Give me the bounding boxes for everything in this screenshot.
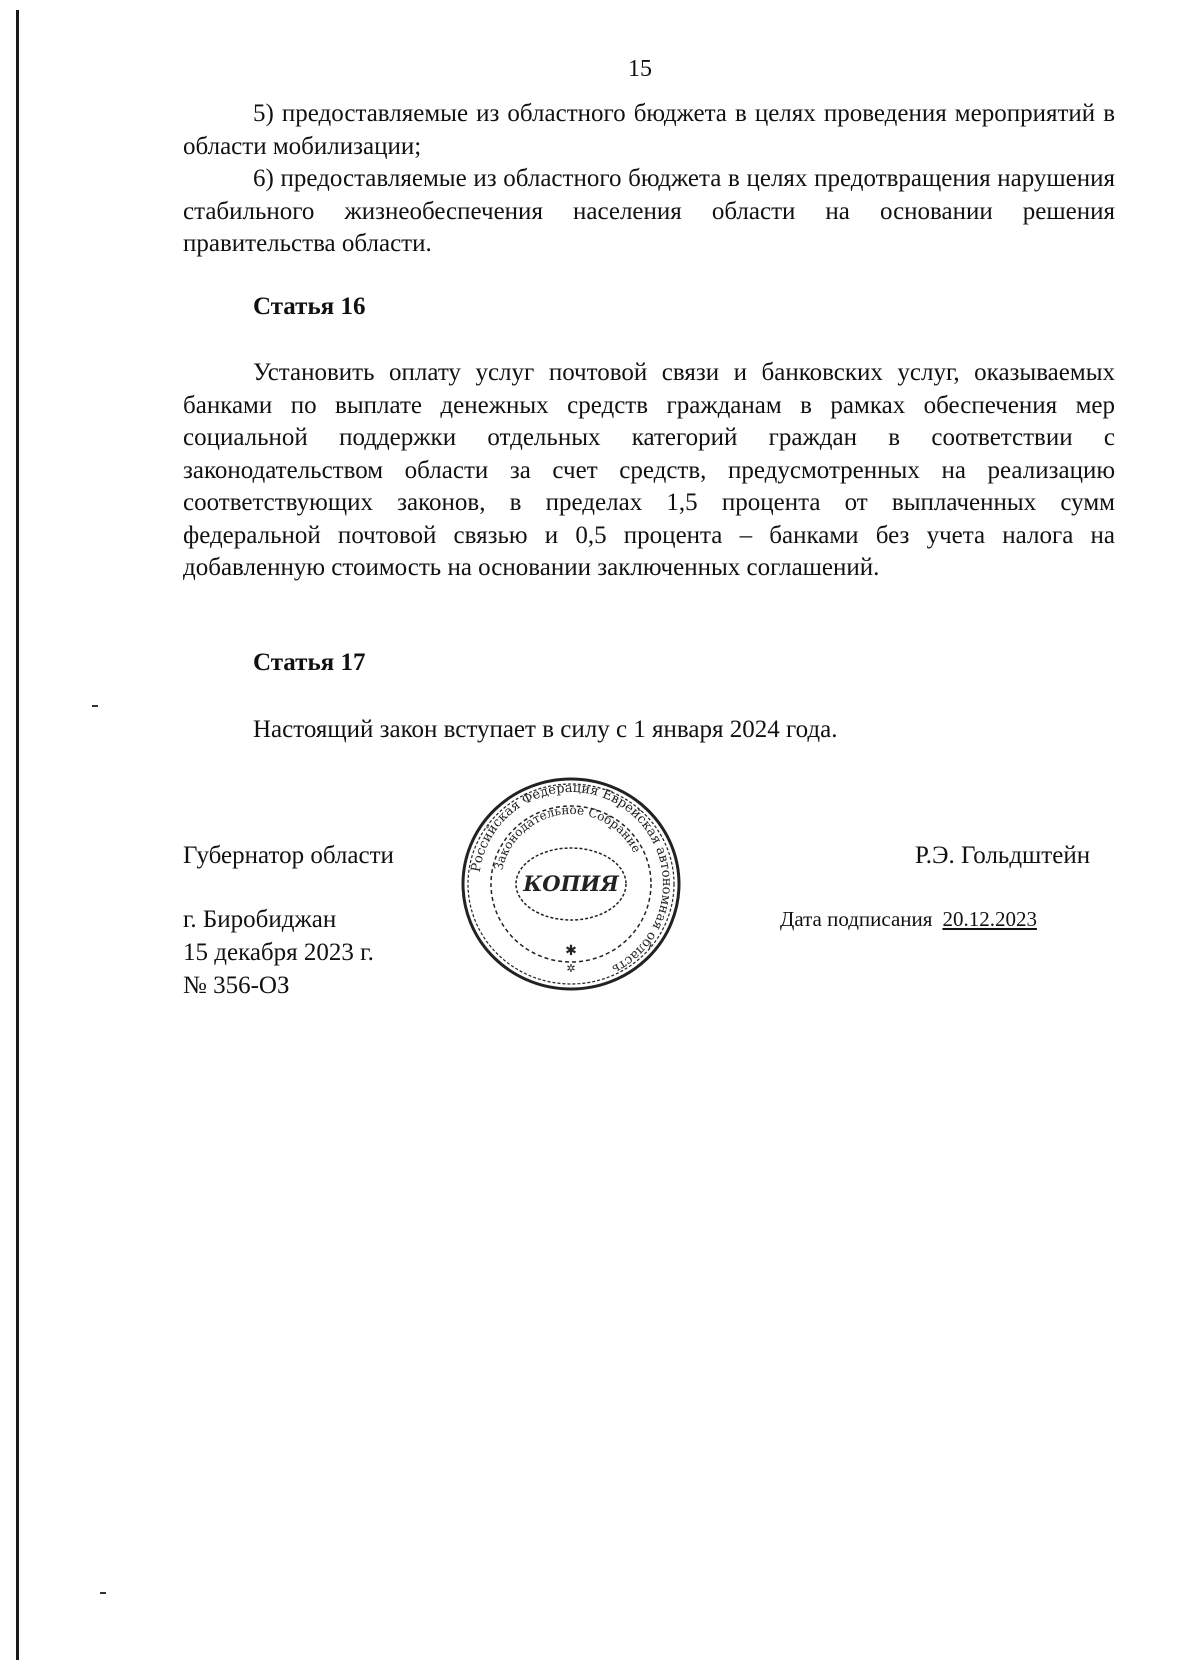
article-17-text: Настоящий закон вступает в силу с 1 января 2024 года. — [253, 716, 838, 743]
article-16-heading: Статья 16 — [253, 293, 366, 320]
paragraph-item-5: 5) предоставляемые из областного бюджета в целях проведения мероприятий в области мобилизации; — [183, 100, 1115, 160]
signing-date-value: 20.12.2023 — [942, 907, 1037, 931]
seal-inner-text: Законодательное Собрание — [491, 802, 644, 872]
copy-seal-stamp — [460, 775, 682, 993]
scan-speck — [92, 705, 98, 707]
signing-city: г. Биробиджан — [183, 906, 337, 933]
top-paragraphs — [183, 98, 1115, 261]
article-16-body — [183, 357, 1115, 585]
governor-name: Р.Э. Гольдштейн — [915, 842, 1091, 869]
governor-position: Губернатор области — [183, 842, 394, 869]
seal-small-star-icon: ✲ — [566, 962, 576, 975]
article-17-body — [183, 714, 1115, 747]
law-date: 15 декабря 2023 г. — [183, 939, 374, 966]
signing-date-label: Дата подписания — [780, 907, 933, 931]
law-number: № 356-ОЗ — [183, 972, 290, 999]
article-16-text: Установить оплату услуг почтовой связи и банковских услуг, оказываемых банками по выплате денежных средств гражданам в рамках обеспечения мер социальной поддержки отдельных категорий граждан в соответствии с законодательством области за счет средств, предусмотренных на реализацию соответствующих законов, в пределах 1,5 процента от выплаченных сумм федеральной почтовой связью и 0,5 процента – банками без учета налога на добавленную стоимость на основании заключенных соглашений. — [183, 359, 1115, 581]
paragraph-item-6: 6) предоставляемые из областного бюджета в целях предотвращения нарушения стабильного жизнеобеспечения населения области на основании решения правительства области. — [183, 165, 1115, 257]
signing-date-line — [780, 907, 1037, 932]
page-number: 15 — [628, 56, 652, 82]
scan-speck — [100, 1592, 106, 1594]
seal-outer-text: Российская Федерация Еврейская автономная область — [468, 780, 675, 977]
seal-center-text: КОПИЯ — [523, 871, 619, 896]
article-17-heading: Статья 17 — [253, 649, 366, 676]
scan-edge-line — [16, 10, 19, 1660]
seal-star-icon: ✱ — [565, 943, 577, 959]
